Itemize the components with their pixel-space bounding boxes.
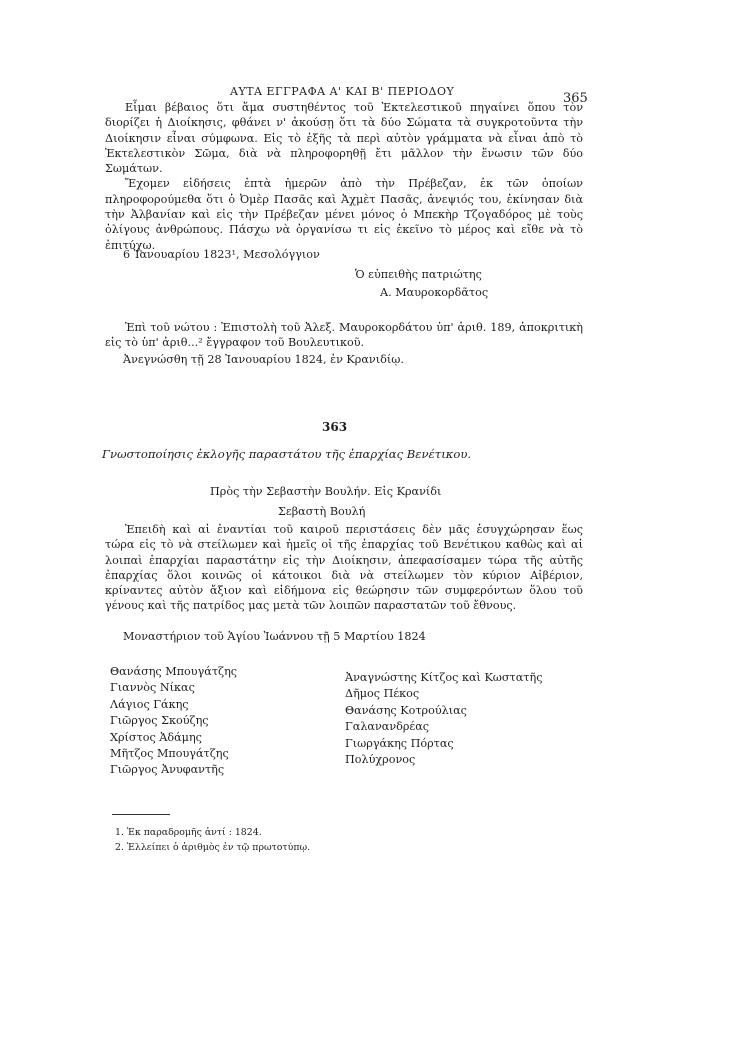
signatory: Θανάσης Κοτρούλιας <box>345 703 467 717</box>
signatory: Δῆμος Πέκος <box>345 687 420 701</box>
document-title: Γνωστοποίησις ἐκλογῆς παραστάτου τῆς ἐπαρχίας Βενέτικου. <box>102 447 472 461</box>
signatory: Μῆτζος Μπουγάτζης <box>110 747 229 761</box>
footnote-divider <box>112 814 170 815</box>
addressee: Πρὸς τὴν Σεβαστὴν Βουλήν. Εἰς Κρανίδι <box>210 485 442 498</box>
signatories-right <box>345 670 542 768</box>
signatory: Χρίστος Ἀδάμης <box>110 730 202 744</box>
letter-body <box>105 100 583 253</box>
signatory: Γιῶργος Σκούζης <box>110 714 209 728</box>
read-note: Ἀνεγνώσθη τῇ 28 Ἰανουαρίου 1824, ἐν Κρανιδίῳ. <box>123 353 404 366</box>
letter-paragraph-2: Ἔχομεν εἰδήσεις ἑπτὰ ἡμερῶν ἀπὸ τὴν Πρέβεζαν, ἐκ τῶν ὁποίων πληροφορούμεθα ὅτι ὁ Ὀμὲρ Πασᾶς καὶ Ἀχμὲτ Πασᾶς, ἀνεψιός του, ἐκίνησαν διὰ τὴν Ἀλβανίαν καὶ εἰς τὴν Πρέβεζαν μένει μόνος ὁ Μπεκὴρ Τζογαδόρος μὲ τοὺς ὀλίγους ἀνθρώπους. Πάσχω νὰ ὀργανίσω τι εἰς ἐκεῖνο τὸ μέρος καὶ εἴθε νὰ τὸ ἐπιτύχω. <box>105 177 583 252</box>
petition-date-place: Μοναστήριον τοῦ Ἁγίου Ἰωάννου τῇ 5 Μαρτίου 1824 <box>123 630 426 643</box>
signatory: Πολύχρονος <box>345 753 416 767</box>
signatory: Γιωργάκης Πόρτας <box>345 736 454 750</box>
footnote-2: 2. Ἐλλείπει ὁ ἀριθμὸς ἐν τῷ πρωτοτύπῳ. <box>115 842 311 853</box>
signatories-left <box>110 664 237 779</box>
letter-date-place: 6 Ἰανουαρίου 1823¹, Μεσολόγγιον <box>123 248 320 261</box>
letter-closing: Ὁ εὐπειθὴς πατριώτης <box>355 268 482 281</box>
footnote-1: 1. Ἐκ παραδρομῆς ἀντί : 1824. <box>115 827 262 838</box>
verso-note: Ἐπὶ τοῦ νώτου : Ἐπιστολὴ τοῦ Ἀλεξ. Μαυροκορδάτου ὑπ' ἀριθ. 189, ἀποκριτικὴ εἰς τὸ ὑπ' ἀριθ...² ἔγγραφον τοῦ Βουλευτικοῦ. <box>105 321 583 350</box>
signatory: Γιῶργος Ἀνυφαντῆς <box>110 763 225 777</box>
signatory: Γαλανανδρέας <box>345 720 430 734</box>
salutation: Σεβαστὴ Βουλή <box>278 505 366 518</box>
signatory: Λάγιος Γάκης <box>110 697 189 711</box>
page-number: 365 <box>563 91 588 106</box>
document-number: 363 <box>322 420 348 434</box>
letter-signature: Α. Μαυροκορδᾶτος <box>380 286 489 299</box>
petition-body: Ἐπειδὴ καὶ αἱ ἐναντίαι τοῦ καιροῦ περιστάσεις δὲν μᾶς ἐσυγχώρησαν ἕως τώρα εἰς τὸ νὰ στείλωμεν καὶ ἡμεῖς οἱ τῆς ἐπαρχίας τοῦ Βενέτικου καθὼς καὶ αἱ λοιπαὶ ἐπαρχίαι παραστάτην εἰς τὴν Διοίκησιν, ἀπεφασίσαμεν τώρα τῆς αὐτῆς ἐπαρχίας ὅλοι κοινῶς οἱ κάτοικοι διὰ νὰ στείλωμεν τὸν κύριον Αἰβέριον, κρίναντες αὐτὸν ἄξιον καὶ εἰδήμονα εἰς θεώρησιν τῶν συμφερόντων ὅλου τοῦ γένους καὶ τῆς πατρίδος μας μετὰ τῶν λοιπῶν παραστατῶν τοῦ ἔθνους. <box>105 523 583 613</box>
signatory: Ἀναγνώστης Κίτζος καὶ Κωστατῆς <box>345 671 543 684</box>
signatory: Γιαννὸς Νίκας <box>110 681 195 695</box>
signatory: Θανάσης Μπουγάτζης <box>110 665 238 678</box>
letter-paragraph-1: Εἶμαι βέβαιος ὅτι ἅμα συστηθέντος τοῦ Ἐκτελεστικοῦ πηγαίνει ὅπου τὸν διορίζει ἡ Διοίκησις, φθάνει ν' ἀκούσῃ ὅτι τὰ δύο Σώματα τὰ συγκροτοῦντα τὴν Διοίκησιν εἶναι σύμφωνα. Εἰς τὸ ἑξῆς τὰ περὶ αὐτὸν γράμματα νὰ εἶναι ἀπὸ τὸ Ἐκτελεστικὸν Σῶμα, διὰ νὰ πληροφορηθῇ ἔτι μᾶλλον τὴν ἕνωσιν τῶν δύο Σωμάτων. <box>105 101 583 176</box>
running-header: ΑΥΤΑ ΕΓΓΡΑΦΑ Α' ΚΑΙ Β' ΠΕΡΙΟΔΟΥ <box>230 85 455 98</box>
footnotes <box>115 825 310 855</box>
